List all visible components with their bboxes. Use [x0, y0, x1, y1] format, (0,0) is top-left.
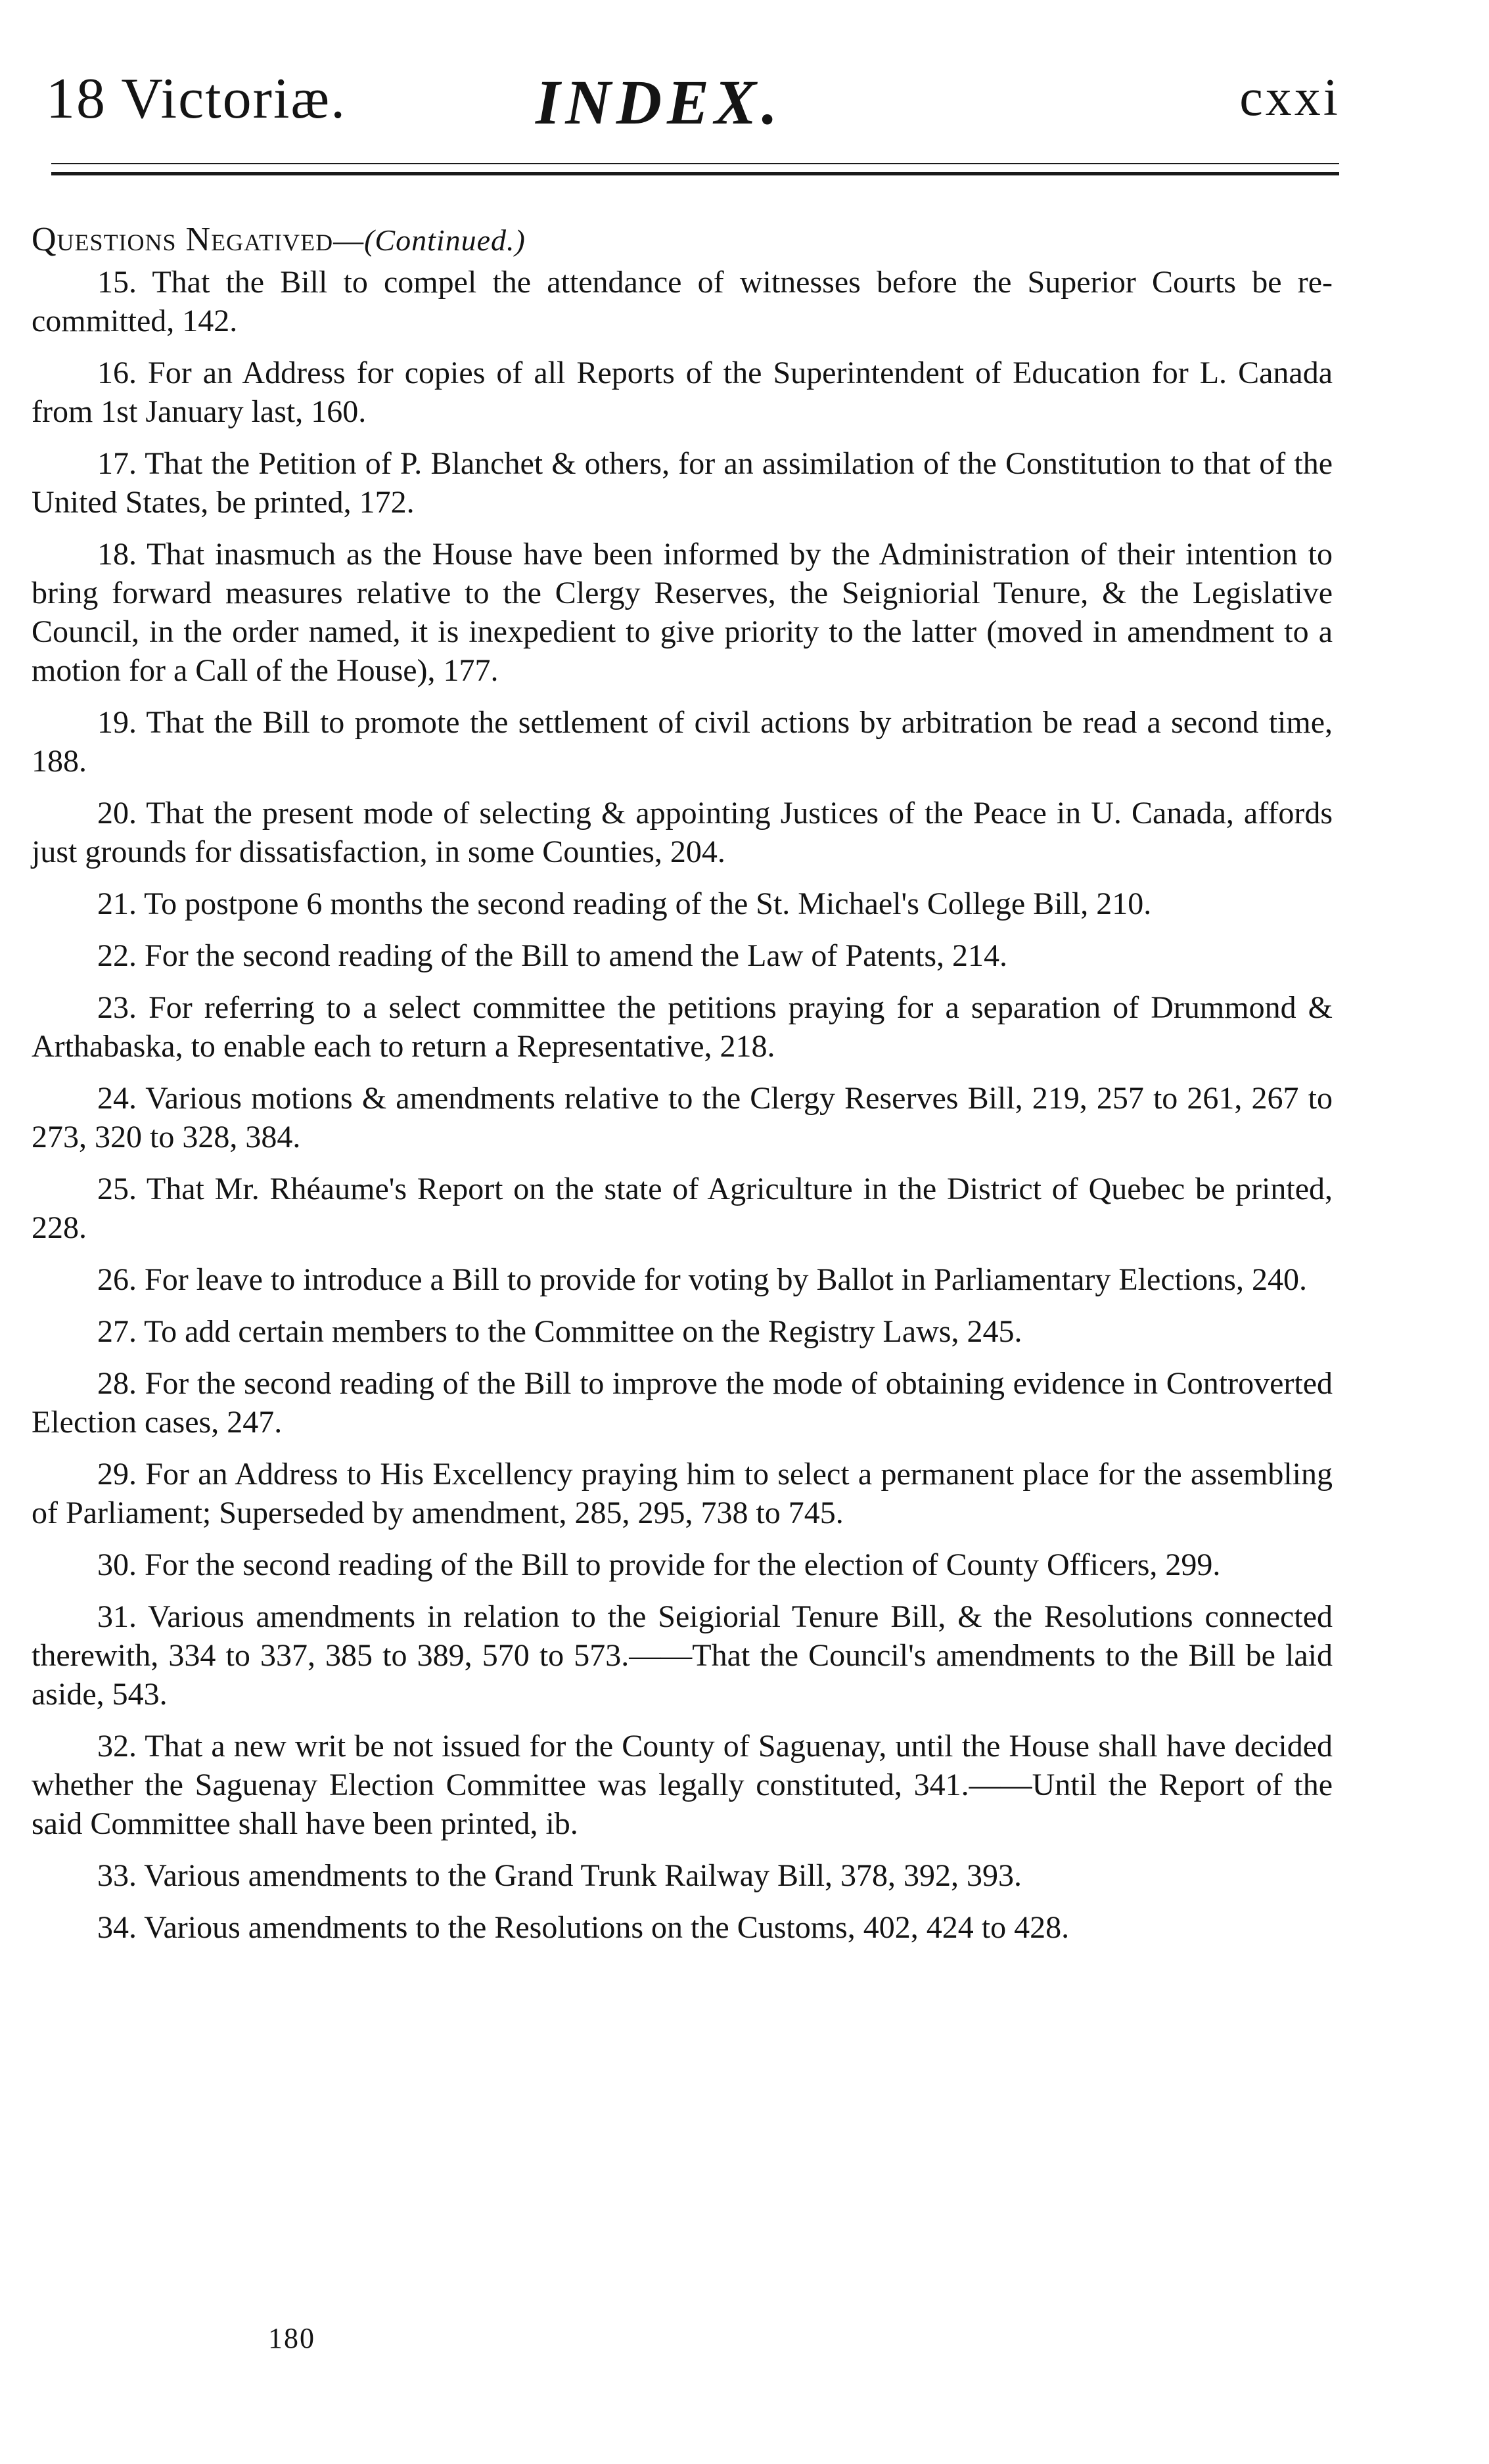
index-entry: 19. That the Bill to promote the settlement of civil actions by arbitration be read a second time, 188.	[32, 705, 1333, 779]
index-entry: 26. For leave to introduce a Bill to provide for voting by Ballot in Parliamentary Elections, 240.	[97, 1262, 1307, 1297]
index-entry: 24. Various motions & amendments relative to the Clergy Reserves Bill, 219, 257 to 261, 267 to 273, 320 to 328, 384.	[32, 1081, 1333, 1154]
index-entry: 33. Various amendments to the Grand Trunk Railway Bill, 378, 392, 393.	[97, 1858, 1022, 1893]
index-entry: 23. For referring to a select committee the petitions praying for a separation of Drummond & Arthabaska, to enable each to return a Representative, 218.	[32, 990, 1333, 1064]
header-rule-thick	[51, 172, 1339, 175]
index-entry: 30. For the second reading of the Bill to provide for the election of County Officers, 299.	[97, 1547, 1221, 1582]
page-title: INDEX.	[536, 67, 783, 137]
index-entry: 31. Various amendments in relation to the Seigiorial Tenure Bill, & the Resolutions connected therewith, 334 to 337, 385 to 389, 570 to 573.——That the Council's amendments to the Bill be laid aside, 543.	[32, 1599, 1333, 1712]
header-rule-thin	[51, 163, 1339, 164]
index-entry: 22. For the second reading of the Bill to amend the Law of Patents, 214.	[97, 938, 1008, 973]
index-entry: 32. That a new writ be not issued for the County of Saguenay, until the House shall have decided whether the Saguenay Election Committee was legally constituted, 341.——Until the Report of the said Committee shall have been printed, ib.	[32, 1729, 1333, 1841]
index-entries	[32, 263, 1333, 1960]
index-entry: 27. To add certain members to the Committee on the Registry Laws, 245.	[97, 1314, 1022, 1349]
signature-number: 180	[268, 2322, 315, 2354]
section-heading: Questions Negatived—(Continued.)	[32, 221, 526, 258]
page-header	[46, 66, 1340, 138]
index-entry: 25. That Mr. Rhéaume's Report on the state of Agriculture in the District of Quebec be printed, 228.	[32, 1172, 1333, 1245]
index-entry: 16. For an Address for copies of all Reports of the Superintendent of Education for L. Canada from 1st January last, 160.	[32, 355, 1333, 429]
section-title: Questions Negatived	[32, 221, 334, 258]
session-label: 18 Victoriæ.	[46, 67, 347, 131]
index-entry: 34. Various amendments to the Resolutions on the Customs, 402, 424 to 428.	[97, 1910, 1070, 1945]
index-entry: 18. That inasmuch as the House have been informed by the Administration of their intention to bring forward measures relative to the Clergy Reserves, the Seigniorial Tenure, & the Legislative Council, in the order named, it is inexpedient to give priority to the latter (moved in amendment to a motion for a Call of the House), 177.	[32, 537, 1333, 688]
index-entry: 20. That the present mode of selecting & appointing Justices of the Peace in U. Canada, affords just grounds for dissatisfaction, in some Counties, 204.	[32, 796, 1333, 869]
section-continued: (Continued.)	[364, 223, 526, 257]
page-number: cxxi	[1239, 69, 1340, 127]
index-entry: 29. For an Address to His Excellency praying him to select a permanent place for the assembling of Parliament; Superseded by amendment, 285, 295, 738 to 745.	[32, 1457, 1333, 1530]
index-entry: 15. That the Bill to compel the attendance of witnesses before the Superior Courts be re-committed, 142.	[32, 265, 1333, 338]
index-entry: 17. That the Petition of P. Blanchet & others, for an assimilation of the Constitution to that of the United States, be printed, 172.	[32, 446, 1333, 520]
index-entry: 21. To postpone 6 months the second reading of the St. Michael's College Bill, 210.	[97, 886, 1152, 921]
index-entry: 28. For the second reading of the Bill to improve the mode of obtaining evidence in Controverted Election cases, 247.	[32, 1366, 1333, 1440]
